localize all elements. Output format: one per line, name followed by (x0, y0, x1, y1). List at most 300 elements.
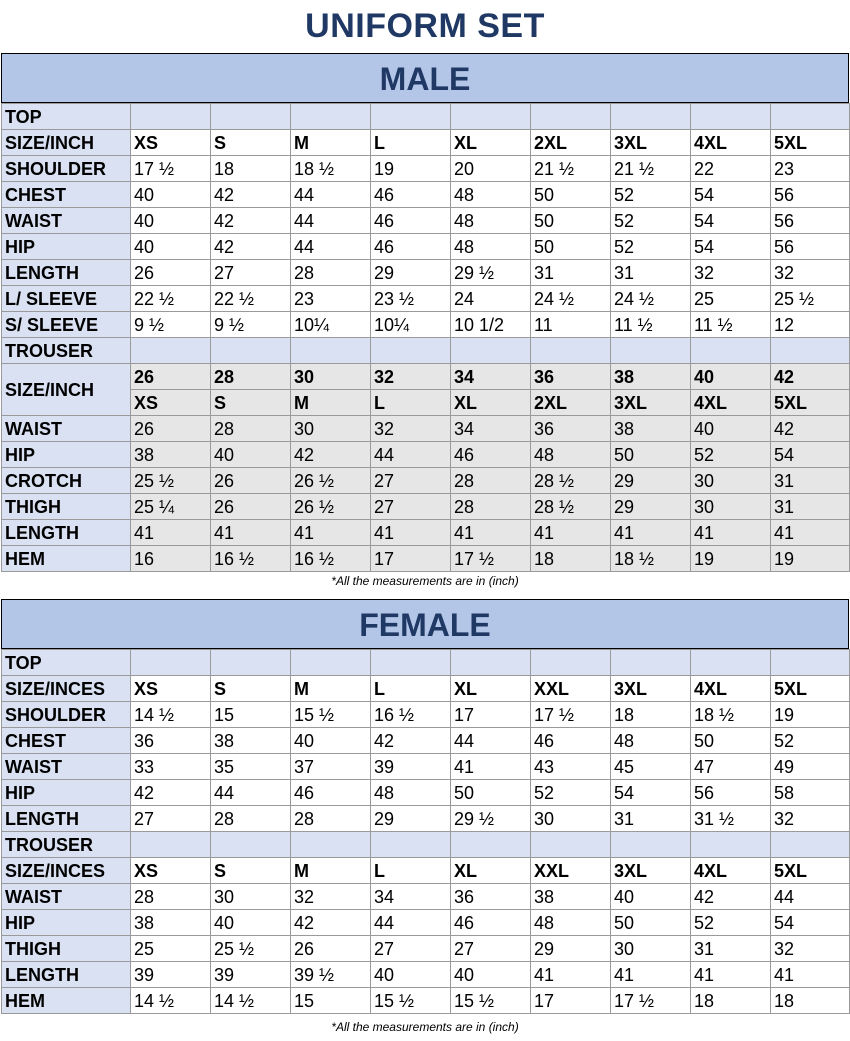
measurement-cell: 54 (771, 442, 850, 468)
measurement-cell: 25 ¼ (131, 494, 211, 520)
measurement-cell: 18 (691, 988, 771, 1014)
empty-cell (691, 832, 771, 858)
measurement-cell: 32 (691, 260, 771, 286)
measurement-cell: 46 (451, 910, 531, 936)
measurement-label: CHEST (2, 728, 131, 754)
measurement-cell: 56 (771, 208, 850, 234)
measurement-cell: 38 (611, 416, 691, 442)
trouser-measurement-row (2, 884, 850, 910)
measurement-cell: 24 ½ (611, 286, 691, 312)
trouser-size-cell: XS (131, 390, 211, 416)
measurement-cell: 42 (371, 728, 451, 754)
trouser-size-cell: XL (451, 858, 531, 884)
measurement-cell: 41 (691, 962, 771, 988)
measurement-cell: 28 ½ (531, 468, 611, 494)
empty-cell (771, 338, 850, 364)
trouser-measurement-row (2, 494, 850, 520)
measurement-cell: 18 (531, 546, 611, 572)
measurement-cell: 46 (371, 234, 451, 260)
measurement-label: L/ SLEEVE (2, 286, 131, 312)
measurement-cell: 42 (211, 182, 291, 208)
empty-cell (131, 650, 211, 676)
trouser-size-cell: XXL (531, 858, 611, 884)
trouser-label: TROUSER (2, 338, 131, 364)
size-header-row (2, 130, 850, 156)
measurement-cell: 17 ½ (611, 988, 691, 1014)
empty-cell (531, 104, 611, 130)
measurement-cell: 48 (531, 442, 611, 468)
measurement-cell: 41 (131, 520, 211, 546)
trouser-measurement-row (2, 468, 850, 494)
measurement-cell: 40 (691, 416, 771, 442)
trouser-section-row (2, 832, 850, 858)
empty-cell (211, 338, 291, 364)
measurement-cell: 22 (691, 156, 771, 182)
measurement-cell: 33 (131, 754, 211, 780)
measurement-cell: 34 (451, 416, 531, 442)
measurement-label: CROTCH (2, 468, 131, 494)
measurement-cell: 11 ½ (691, 312, 771, 338)
measurement-cell: 24 ½ (531, 286, 611, 312)
top-measurement-row (2, 780, 850, 806)
empty-cell (611, 832, 691, 858)
measurement-cell: 52 (771, 728, 850, 754)
measurement-cell: 41 (531, 962, 611, 988)
size-header-cell: 3XL (611, 676, 691, 702)
trouser-numeric-size-cell: 36 (531, 364, 611, 390)
measurement-cell: 41 (531, 520, 611, 546)
measurement-cell: 40 (611, 884, 691, 910)
measurement-cell: 32 (771, 936, 850, 962)
empty-cell (211, 832, 291, 858)
measurement-cell: 25 (131, 936, 211, 962)
size-header-row (2, 676, 850, 702)
measurement-cell: 50 (531, 182, 611, 208)
size-header-cell: 4XL (691, 130, 771, 156)
top-measurement-row (2, 286, 850, 312)
measurement-cell: 31 (531, 260, 611, 286)
size-header-cell: XL (451, 676, 531, 702)
measurement-cell: 41 (611, 962, 691, 988)
measurement-cell: 29 ½ (451, 806, 531, 832)
measurement-label: HEM (2, 988, 131, 1014)
measurement-cell: 41 (371, 520, 451, 546)
measurement-cell: 41 (211, 520, 291, 546)
measurement-label: S/ SLEEVE (2, 312, 131, 338)
measurement-cell: 27 (451, 936, 531, 962)
measurement-cell: 29 (371, 806, 451, 832)
measurement-cell: 48 (451, 234, 531, 260)
measurement-cell: 54 (611, 780, 691, 806)
measurement-cell: 39 ½ (291, 962, 371, 988)
trouser-size-cell: 2XL (531, 390, 611, 416)
empty-cell (691, 104, 771, 130)
measurement-cell: 44 (291, 234, 371, 260)
measurement-cell: 21 ½ (611, 156, 691, 182)
trouser-label: TROUSER (2, 832, 131, 858)
measurement-cell: 30 (211, 884, 291, 910)
measurement-cell: 17 ½ (531, 702, 611, 728)
measurement-label: SHOULDER (2, 702, 131, 728)
measurement-cell: 17 (451, 702, 531, 728)
trouser-size-cell: 3XL (611, 858, 691, 884)
measurement-cell: 31 (771, 494, 850, 520)
trouser-size-cell: M (291, 390, 371, 416)
trouser-size-cell: 4XL (691, 390, 771, 416)
top-measurement-row (2, 702, 850, 728)
measurement-cell: 15 (291, 988, 371, 1014)
top-label: TOP (2, 104, 131, 130)
measurement-cell: 25 ½ (771, 286, 850, 312)
measurement-cell: 40 (211, 442, 291, 468)
measurement-label: WAIST (2, 884, 131, 910)
top-measurement-row (2, 156, 850, 182)
measurement-label: CHEST (2, 182, 131, 208)
trouser-measurement-row (2, 910, 850, 936)
measurement-cell: 48 (371, 780, 451, 806)
measurement-cell: 38 (531, 884, 611, 910)
size-label: SIZE/INCES (2, 676, 131, 702)
measurement-cell: 17 (531, 988, 611, 1014)
trouser-numeric-size-cell: 30 (291, 364, 371, 390)
measurement-cell: 26 ½ (291, 494, 371, 520)
measurement-label: LENGTH (2, 260, 131, 286)
size-header-cell: 5XL (771, 130, 850, 156)
measurement-cell: 52 (691, 910, 771, 936)
top-measurement-row (2, 312, 850, 338)
measurement-cell: 52 (611, 208, 691, 234)
trouser-measurement-row (2, 936, 850, 962)
measurement-label: HIP (2, 780, 131, 806)
size-label: SIZE/INCH (2, 130, 131, 156)
measurement-cell: 23 (291, 286, 371, 312)
measurement-cell: 52 (531, 780, 611, 806)
measurement-cell: 27 (371, 468, 451, 494)
measurement-cell: 48 (451, 208, 531, 234)
male-size-table (1, 103, 850, 572)
measurement-cell: 16 ½ (291, 546, 371, 572)
measurement-cell: 15 ½ (371, 988, 451, 1014)
measurement-cell: 16 ½ (211, 546, 291, 572)
measurement-cell: 50 (451, 780, 531, 806)
measurement-cell: 11 ½ (611, 312, 691, 338)
page-title: UNIFORM SET (305, 7, 545, 45)
measurement-cell: 52 (691, 442, 771, 468)
measurement-cell: 15 ½ (291, 702, 371, 728)
measurement-cell: 27 (131, 806, 211, 832)
measurement-cell: 39 (211, 962, 291, 988)
size-header-cell: XL (451, 130, 531, 156)
measurement-cell: 52 (611, 234, 691, 260)
measurement-cell: 28 (291, 260, 371, 286)
measurement-cell: 54 (691, 182, 771, 208)
measurement-cell: 40 (211, 910, 291, 936)
measurement-cell: 24 (451, 286, 531, 312)
trouser-size-cell: 5XL (771, 390, 850, 416)
measurement-cell: 56 (691, 780, 771, 806)
measurement-cell: 46 (531, 728, 611, 754)
measurement-cell: 41 (291, 520, 371, 546)
measurement-label: WAIST (2, 416, 131, 442)
measurement-cell: 41 (451, 754, 531, 780)
empty-cell (211, 104, 291, 130)
measurement-cell: 28 (131, 884, 211, 910)
measurement-cell: 50 (691, 728, 771, 754)
measurement-cell: 54 (691, 208, 771, 234)
size-header-cell: M (291, 676, 371, 702)
measurement-cell: 42 (131, 780, 211, 806)
empty-cell (451, 650, 531, 676)
trouser-size-cell: XS (131, 858, 211, 884)
trouser-measurement-row (2, 988, 850, 1014)
measurement-label: LENGTH (2, 520, 131, 546)
measurement-cell: 54 (691, 234, 771, 260)
measurement-cell: 39 (371, 754, 451, 780)
measurement-cell: 22 ½ (211, 286, 291, 312)
measurement-cell: 19 (691, 546, 771, 572)
measurement-cell: 10 1/2 (451, 312, 531, 338)
trouser-numeric-size-cell: 32 (371, 364, 451, 390)
measurement-cell: 32 (771, 806, 850, 832)
measurement-cell: 40 (131, 234, 211, 260)
measurement-cell: 42 (691, 884, 771, 910)
empty-cell (691, 650, 771, 676)
measurement-cell: 48 (451, 182, 531, 208)
size-header-cell: 3XL (611, 130, 691, 156)
measurement-cell: 9 ½ (131, 312, 211, 338)
size-header-cell: L (371, 130, 451, 156)
measurement-cell: 26 (291, 936, 371, 962)
measurement-cell: 26 (211, 494, 291, 520)
measurement-cell: 18 ½ (291, 156, 371, 182)
measurement-cell: 31 (771, 468, 850, 494)
empty-cell (531, 832, 611, 858)
top-label: TOP (2, 650, 131, 676)
measurement-cell: 11 (531, 312, 611, 338)
measurement-cell: 28 (451, 494, 531, 520)
measurement-cell: 12 (771, 312, 850, 338)
measurement-cell: 42 (211, 234, 291, 260)
measurement-label: LENGTH (2, 962, 131, 988)
measurement-cell: 9 ½ (211, 312, 291, 338)
measurement-cell: 28 (211, 806, 291, 832)
measurement-cell: 36 (131, 728, 211, 754)
measurement-label: WAIST (2, 208, 131, 234)
measurement-cell: 31 (611, 260, 691, 286)
measurement-cell: 43 (531, 754, 611, 780)
measurement-cell: 42 (291, 442, 371, 468)
measurement-cell: 27 (371, 936, 451, 962)
measurement-label: LENGTH (2, 806, 131, 832)
measurement-cell: 50 (531, 208, 611, 234)
measurement-cell: 26 (131, 416, 211, 442)
empty-cell (371, 104, 451, 130)
trouser-measurement-row (2, 442, 850, 468)
measurement-label: THIGH (2, 936, 131, 962)
measurement-cell: 50 (611, 910, 691, 936)
empty-cell (771, 650, 850, 676)
measurement-cell: 30 (531, 806, 611, 832)
measurement-cell: 28 ½ (531, 494, 611, 520)
empty-cell (131, 104, 211, 130)
measurement-cell: 56 (771, 234, 850, 260)
measurement-cell: 46 (371, 182, 451, 208)
measurement-cell: 38 (211, 728, 291, 754)
trouser-size-cell: L (371, 390, 451, 416)
measurement-cell: 41 (771, 520, 850, 546)
measurement-cell: 15 ½ (451, 988, 531, 1014)
measurement-cell: 10¼ (291, 312, 371, 338)
size-header-cell: S (211, 676, 291, 702)
top-measurement-row (2, 260, 850, 286)
measurement-cell: 37 (291, 754, 371, 780)
measurement-cell: 25 ½ (211, 936, 291, 962)
measurement-cell: 46 (451, 442, 531, 468)
trouser-size-cell: L (371, 858, 451, 884)
measurement-cell: 44 (211, 780, 291, 806)
measurement-cell: 50 (531, 234, 611, 260)
empty-cell (291, 338, 371, 364)
measurement-cell: 44 (291, 182, 371, 208)
measurement-cell: 40 (131, 208, 211, 234)
measurement-cell: 19 (771, 702, 850, 728)
measurement-cell: 17 ½ (451, 546, 531, 572)
measurement-cell: 58 (771, 780, 850, 806)
measurement-cell: 42 (291, 910, 371, 936)
measurement-cell: 18 (611, 702, 691, 728)
empty-cell (771, 832, 850, 858)
top-measurement-row (2, 806, 850, 832)
trouser-numeric-size-cell: 42 (771, 364, 850, 390)
measurement-cell: 39 (131, 962, 211, 988)
empty-cell (611, 338, 691, 364)
measurement-label: HIP (2, 442, 131, 468)
size-header-cell: XXL (531, 676, 611, 702)
measurement-cell: 28 (451, 468, 531, 494)
empty-cell (531, 338, 611, 364)
trouser-measurement-row (2, 416, 850, 442)
measurement-cell: 19 (771, 546, 850, 572)
measurement-cell: 36 (451, 884, 531, 910)
top-section-row (2, 650, 850, 676)
trouser-numeric-size-row (2, 364, 850, 390)
measurement-cell: 25 (691, 286, 771, 312)
measurement-cell: 49 (771, 754, 850, 780)
measurement-cell: 22 ½ (131, 286, 211, 312)
measurement-cell: 40 (291, 728, 371, 754)
male-header: MALE (1, 53, 849, 103)
measurement-cell: 42 (211, 208, 291, 234)
measurement-cell: 27 (371, 494, 451, 520)
measurement-cell: 19 (371, 156, 451, 182)
size-header-cell: S (211, 130, 291, 156)
top-measurement-row (2, 754, 850, 780)
measurement-cell: 20 (451, 156, 531, 182)
measurement-cell: 29 ½ (451, 260, 531, 286)
trouser-measurement-row (2, 962, 850, 988)
measurement-cell: 34 (371, 884, 451, 910)
trouser-measurement-row (2, 520, 850, 546)
empty-cell (451, 338, 531, 364)
measurement-cell: 10¼ (371, 312, 451, 338)
trouser-numeric-size-cell: 40 (691, 364, 771, 390)
measurement-cell: 40 (131, 182, 211, 208)
empty-cell (371, 338, 451, 364)
size-header-cell: XS (131, 130, 211, 156)
measurement-cell: 47 (691, 754, 771, 780)
measurement-cell: 23 ½ (371, 286, 451, 312)
trouser-size-cell: 5XL (771, 858, 850, 884)
empty-cell (611, 104, 691, 130)
measurement-cell: 23 (771, 156, 850, 182)
measurement-cell: 14 ½ (211, 988, 291, 1014)
empty-cell (131, 832, 211, 858)
measurement-cell: 16 ½ (371, 702, 451, 728)
measurement-label: THIGH (2, 494, 131, 520)
measurement-cell: 16 (131, 546, 211, 572)
empty-cell (691, 338, 771, 364)
measurement-cell: 29 (531, 936, 611, 962)
measurement-cell: 14 ½ (131, 702, 211, 728)
top-measurement-row (2, 208, 850, 234)
trouser-size-cell: S (211, 390, 291, 416)
size-header-cell: 2XL (531, 130, 611, 156)
measurement-cell: 28 (211, 416, 291, 442)
top-measurement-row (2, 234, 850, 260)
female-measurement-note: *All the measurements are in (inch) (331, 1020, 519, 1034)
trouser-numeric-size-cell: 26 (131, 364, 211, 390)
measurement-cell: 40 (371, 962, 451, 988)
measurement-label: HIP (2, 234, 131, 260)
measurement-cell: 27 (211, 260, 291, 286)
trouser-size-label: SIZE/INCES (2, 858, 131, 884)
measurement-cell: 25 ½ (131, 468, 211, 494)
measurement-cell: 17 (371, 546, 451, 572)
measurement-cell: 41 (691, 520, 771, 546)
measurement-cell: 46 (371, 208, 451, 234)
measurement-cell: 18 ½ (611, 546, 691, 572)
empty-cell (451, 104, 531, 130)
measurement-cell: 30 (691, 494, 771, 520)
empty-cell (291, 650, 371, 676)
trouser-size-cell: 3XL (611, 390, 691, 416)
measurement-cell: 44 (371, 910, 451, 936)
measurement-cell: 44 (451, 728, 531, 754)
trouser-size-cell: XL (451, 390, 531, 416)
empty-cell (451, 832, 531, 858)
measurement-cell: 30 (291, 416, 371, 442)
measurement-cell: 41 (771, 962, 850, 988)
empty-cell (291, 832, 371, 858)
measurement-label: SHOULDER (2, 156, 131, 182)
trouser-size-cell: S (211, 858, 291, 884)
trouser-numeric-size-cell: 28 (211, 364, 291, 390)
measurement-cell: 31 ½ (691, 806, 771, 832)
top-measurement-row (2, 728, 850, 754)
measurement-cell: 48 (531, 910, 611, 936)
measurement-cell: 28 (291, 806, 371, 832)
measurement-cell: 38 (131, 442, 211, 468)
top-section-row (2, 104, 850, 130)
trouser-size-cell: M (291, 858, 371, 884)
measurement-cell: 41 (451, 520, 531, 546)
measurement-cell: 31 (691, 936, 771, 962)
measurement-cell: 44 (771, 884, 850, 910)
measurement-cell: 18 (771, 988, 850, 1014)
measurement-cell: 26 (131, 260, 211, 286)
size-header-cell: XS (131, 676, 211, 702)
trouser-numeric-size-cell: 34 (451, 364, 531, 390)
